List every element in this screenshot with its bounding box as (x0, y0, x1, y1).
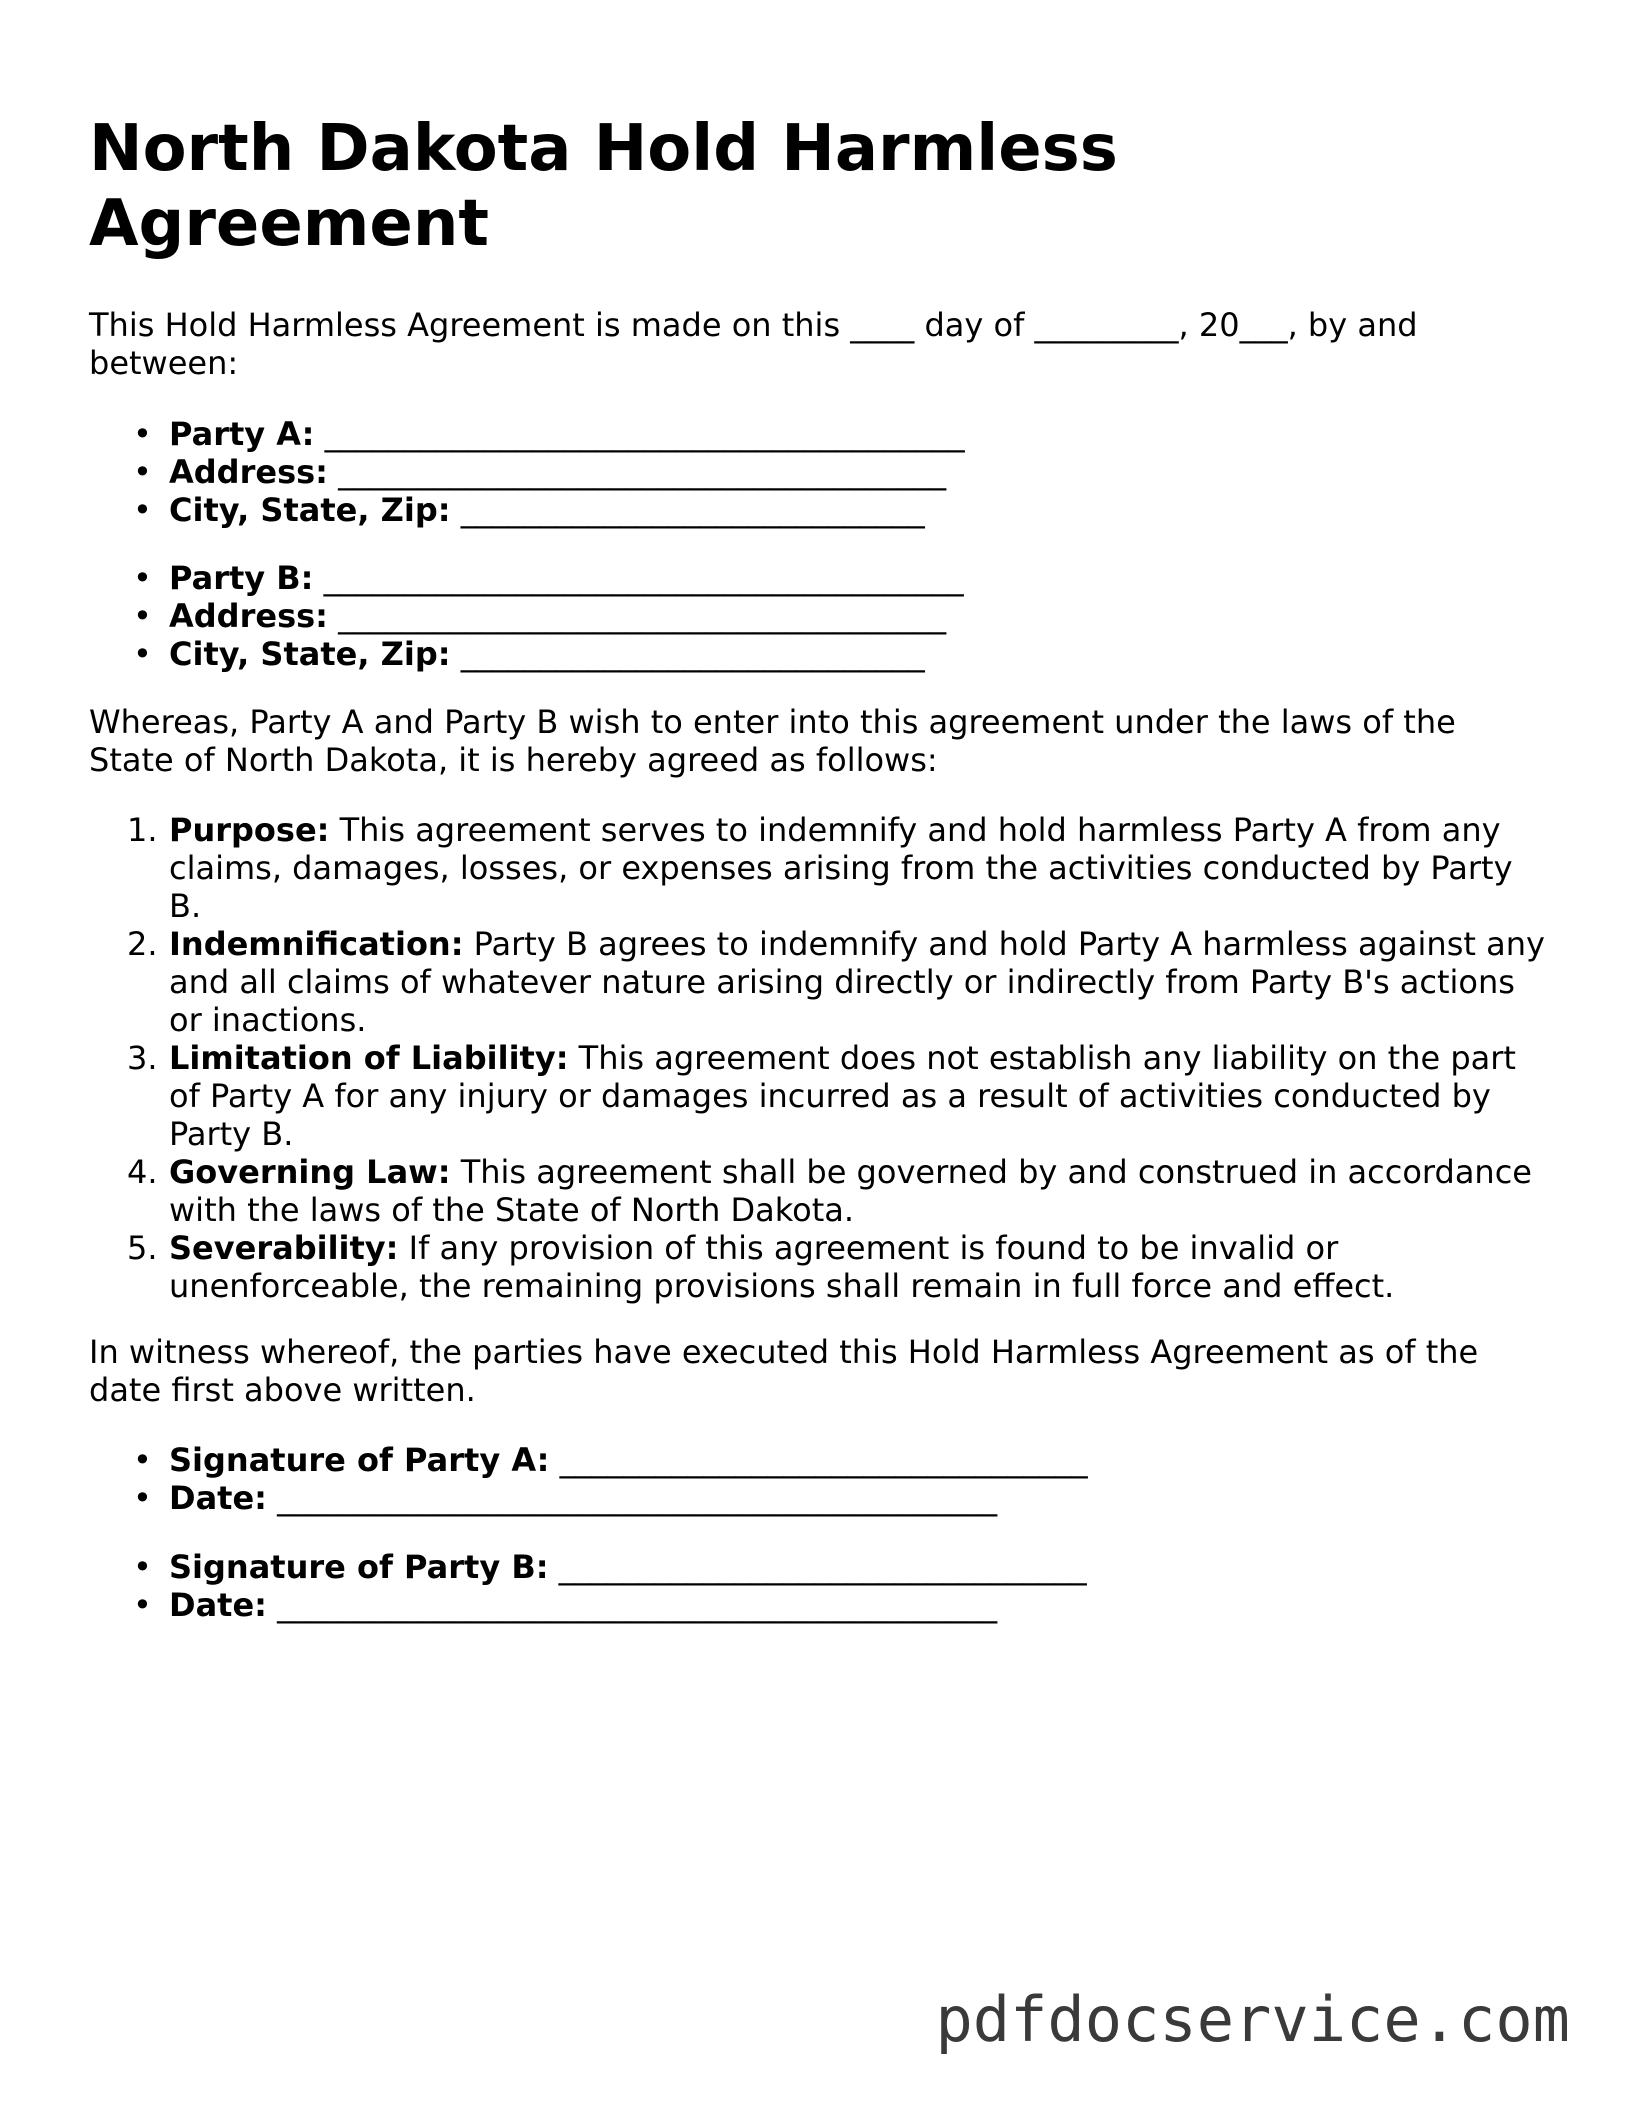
term-indemnification (89, 925, 1549, 1039)
party-a-name-line (89, 415, 965, 453)
field-label: Date: (169, 1479, 267, 1517)
blank-line: _________________________________ (559, 1441, 1088, 1479)
term-text: This agreement shall be governed by and construed in accordance with the laws of the State of North Dakota. (169, 1153, 1532, 1229)
blank-line: ________________________________________ (323, 559, 964, 597)
witness-paragraph: In witness whereof, the parties have executed this Hold Harmless Agreement as of the date first above written. (89, 1333, 1479, 1409)
blank-line: ________________________________________ (324, 415, 965, 453)
term-limitation-of-liability (89, 1039, 1549, 1153)
party-a-address-line (89, 453, 965, 491)
signature-b-line (89, 1548, 1087, 1586)
term-number: 5. (127, 1229, 158, 1267)
blank-line: _____________________________ (460, 491, 925, 529)
field-label: City, State, Zip: (169, 635, 451, 673)
party-a-list (89, 415, 965, 529)
term-governing-law (89, 1153, 1549, 1229)
party-b-city-line (89, 635, 964, 673)
term-severability (89, 1229, 1549, 1305)
term-text: This agreement does not establish any liability on the part of Party A for any injury or damages incurred as a result of activities conducted by Party B. (169, 1039, 1516, 1153)
field-label: City, State, Zip: (169, 491, 451, 529)
signature-a-line (89, 1441, 1088, 1479)
date-a-line (89, 1479, 1088, 1517)
blank-line: ______________________________________ (338, 453, 947, 491)
field-label: Party B: (169, 559, 314, 597)
date-b-line (89, 1586, 1087, 1624)
term-heading: Severability: (169, 1229, 399, 1267)
term-heading: Governing Law: (169, 1153, 451, 1191)
document-title: North Dakota Hold Harmless Agreement (89, 112, 1118, 261)
term-heading: Indemnification: (169, 925, 464, 963)
term-purpose (89, 811, 1549, 925)
blank-line: _________________________________ (558, 1548, 1087, 1586)
term-heading: Limitation of Liability: (169, 1039, 569, 1077)
blank-line: _____________________________________________ (277, 1479, 998, 1517)
field-label: Address: (169, 597, 328, 635)
signature-b-list (89, 1548, 1087, 1624)
term-text: This agreement serves to indemnify and hold harmless Party A from any claims, damages, losses, or expenses arising from the activities conducted by Party B. (169, 811, 1513, 925)
term-number: 4. (127, 1153, 158, 1191)
term-text: Party B agrees to indemnify and hold Party A harmless against any and all claims of whatever nature arising directly or indirectly from Party B's actions or inactions. (169, 925, 1545, 1039)
blank-line: ______________________________________ (338, 597, 947, 635)
signature-a-list (89, 1441, 1088, 1517)
party-b-list (89, 559, 964, 673)
blank-line: _____________________________ (460, 635, 925, 673)
field-label: Signature of Party A: (169, 1441, 550, 1479)
field-label: Date: (169, 1586, 267, 1624)
term-text: If any provision of this agreement is found to be invalid or unenforceable, the remaining provisions shall remain in full force and effect. (169, 1229, 1395, 1305)
whereas-paragraph: Whereas, Party A and Party B wish to enter into this agreement under the laws of the State of North Dakota, it is hereby agreed as follows: (89, 703, 1456, 779)
party-a-city-line (89, 491, 965, 529)
field-label: Signature of Party B: (169, 1548, 549, 1586)
watermark: pdfdocservice.com (935, 1983, 1570, 2056)
blank-line: _____________________________________________ (277, 1586, 998, 1624)
term-number: 1. (127, 811, 158, 849)
term-number: 3. (127, 1039, 158, 1077)
party-b-address-line (89, 597, 964, 635)
term-heading: Purpose: (169, 811, 330, 849)
terms-list (89, 811, 1549, 1305)
field-label: Party A: (169, 415, 315, 453)
term-number: 2. (127, 925, 158, 963)
intro-paragraph: This Hold Harmless Agreement is made on this ____ day of _________, 20___, by and between: (89, 306, 1418, 382)
party-b-name-line (89, 559, 964, 597)
field-label: Address: (169, 453, 328, 491)
